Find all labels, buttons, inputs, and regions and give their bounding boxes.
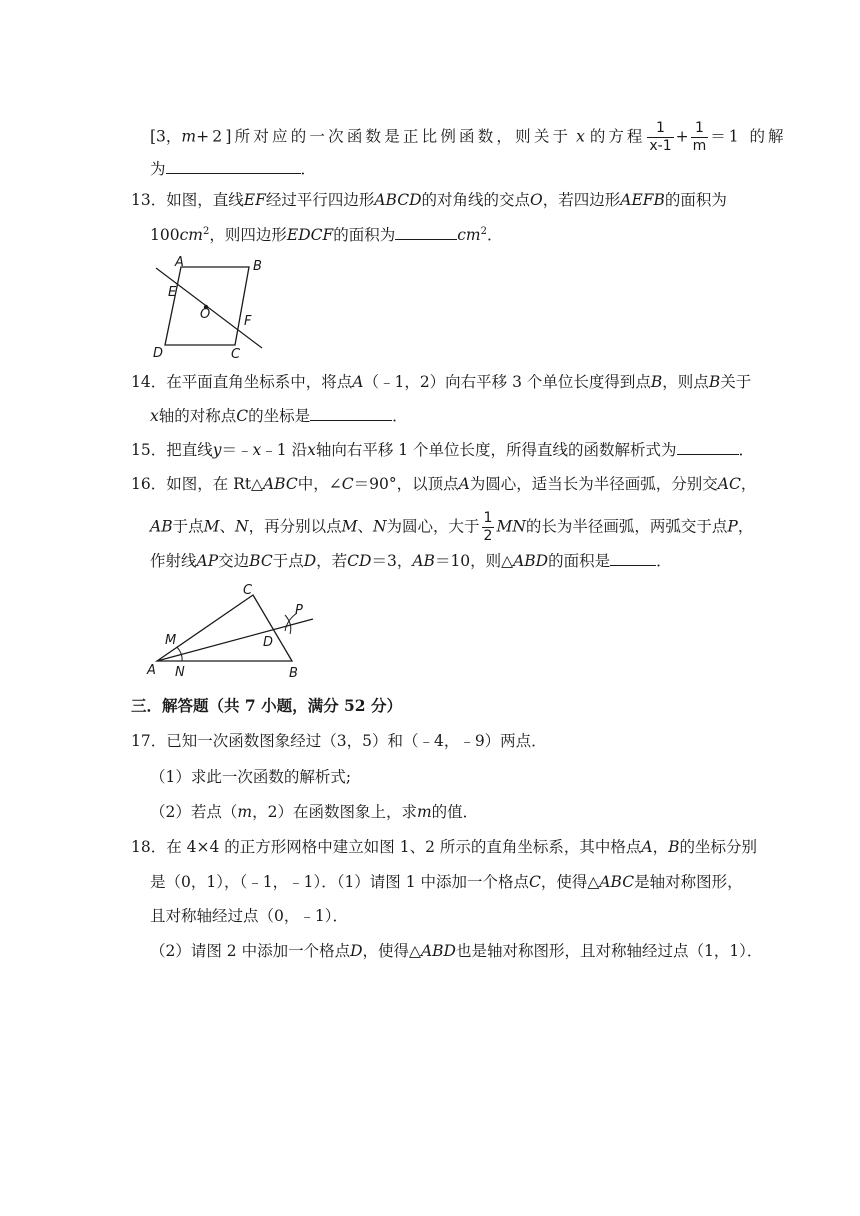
answer-blank[interactable] <box>610 551 656 566</box>
label-b: B <box>289 666 298 681</box>
label-n: N <box>175 665 185 680</box>
label-p: P <box>295 603 303 618</box>
q16-line1: 16．如图，在 Rt△ABC中，∠C＝90°，以顶点A为圆心，适当长为半径画弧，分别交AC， <box>131 475 757 493</box>
label-a: A <box>147 663 156 678</box>
label-e: E <box>168 285 177 300</box>
q14-line2: x轴的对称点C的坐标是 ． <box>150 407 408 425</box>
q13-line2: $100cm^2$，则四边形EDCF的面积为 $cm^2$． <box>150 225 503 244</box>
answer-blank[interactable] <box>677 440 739 455</box>
q17-line1: 17．已知一次函数图象经过（3，5）和（﹣4，﹣9）两点． <box>131 732 547 750</box>
section-heading: 三．解答题（共 7 小题，满分 52 分） <box>131 696 402 715</box>
label-b: B <box>253 259 262 274</box>
fraction-one-half: $\frac{1}{2}$ <box>483 510 493 544</box>
q17-part2: （2）若点（m，2）在函数图象上，求m的值． <box>150 803 479 821</box>
q18-line4: （2）请图 2 中添加一个格点D，使得△ABD也是轴对称图形，且对称轴经过点（1，1）． <box>150 942 763 960</box>
label-o: O <box>200 307 211 322</box>
triangle-abc <box>157 595 292 661</box>
triangle-construction-figure <box>145 580 320 685</box>
fraction-1-over-x-minus-1: $\frac{1}{x-1}$ <box>649 120 672 154</box>
label-m: M <box>165 633 177 648</box>
label-a: A <box>175 255 184 270</box>
q12-line2: 为 ． <box>150 160 317 178</box>
answer-blank[interactable] <box>166 159 301 174</box>
parallelogram-figure <box>148 256 273 361</box>
q16-line2: AB于点M、N，再分别以点M、N为圆心，大于 $\frac{1}{2}$ MN的长为半径画弧，两弧交于点P， <box>150 510 754 544</box>
answer-blank[interactable] <box>310 406 392 421</box>
q15-line1: 15．把直线y＝﹣x﹣1 沿x轴向右平移 1 个单位长度，所得直线的函数解析式为 ． <box>131 441 755 459</box>
q16-line3: 作射线AP交边BC于点D，若CD＝3，AB＝10，则△ABD的面积是 ． <box>150 552 672 570</box>
arc-mn <box>177 647 182 661</box>
q18-line2: 是（0，1），（﹣1，﹣1）．（1）请图 1 中添加一个格点C，使得△ABC是轴对称图形， <box>150 873 743 891</box>
label-c: C <box>231 347 241 362</box>
q18-line3: 且对称轴经过点（0，﹣1）． <box>150 907 348 925</box>
answer-blank[interactable] <box>395 225 457 240</box>
ray-ap <box>157 619 313 661</box>
q14-line1: 14．在平面直角坐标系中，将点A（﹣1，2）向右平移 3 个单位长度得到点B，则点B关于 <box>131 373 752 391</box>
label-d: D <box>263 635 274 650</box>
q18-line1: 18．在 4×4 的正方形网格中建立如图 1、2 所示的直角坐标系，其中格点A，B的坐标分别 <box>131 838 758 856</box>
q13-line1: 13．如图，直线EF经过平行四边形ABCD的对角线的交点O，若四边形AEFB的面积为 <box>131 191 727 209</box>
fraction-1-over-m: $\frac{1}{m}$ <box>692 120 707 154</box>
label-d: D <box>153 346 164 361</box>
arc-p1 <box>285 615 291 634</box>
q12-line1: [3，m+2]所对应的一次函数是正比例函数，则关于 x 的方程 $\frac{1}{x-1}$ + $\frac{1}{m}$ ＝1 的解 <box>150 120 787 154</box>
q17-part1: （1）求此一次函数的解析式; <box>150 768 352 786</box>
label-f: F <box>244 314 252 329</box>
label-c: C <box>243 583 253 598</box>
